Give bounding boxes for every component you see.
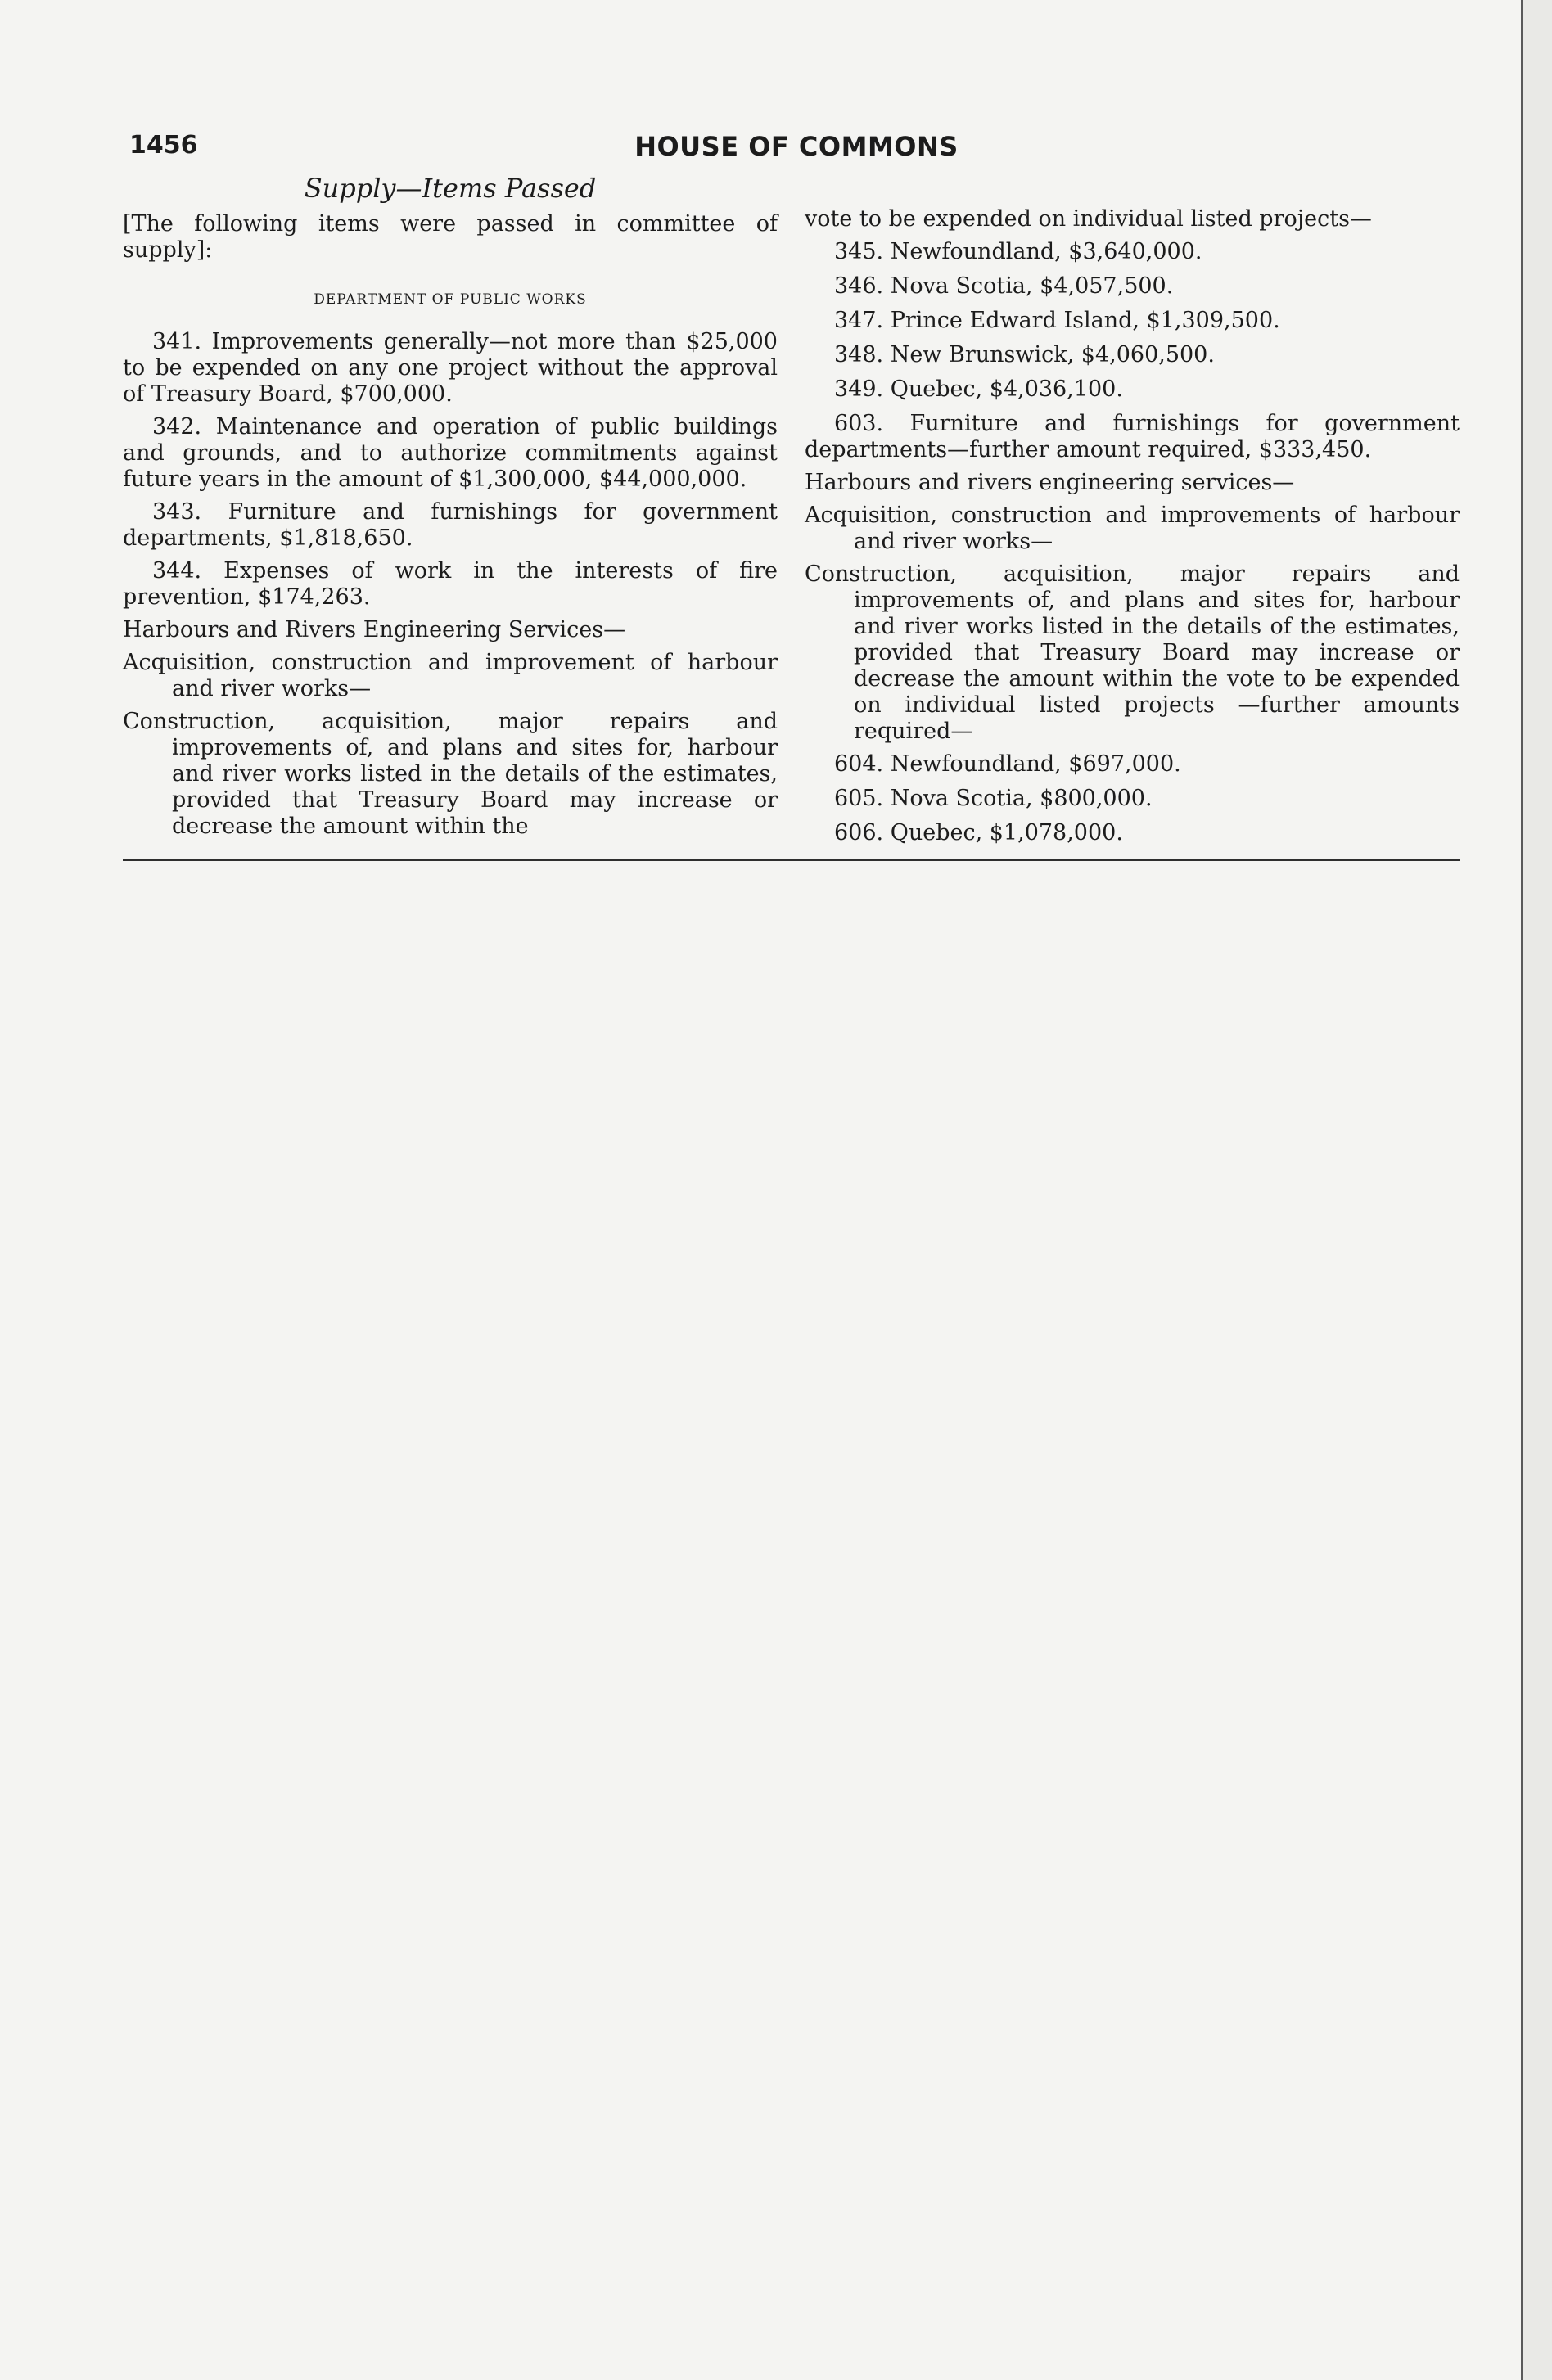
item-349: 349. Quebec, $4,036,100. <box>834 376 1123 402</box>
item-341: 341. Improvements generally—not more than $25,000 to be expended on any one project without the approval of Treasury Board, $700,000. <box>123 329 778 407</box>
construction-paragraph: Construction, acquisition, major repairs and improvements of, and plans and sites for, harbour and river works listed in the details of the estimates, provided that Treasury Board may increase or decrease the amount within the <box>123 709 778 839</box>
item-344: 344. Expenses of work in the interests of fire prevention, $174,263. <box>123 558 778 610</box>
harbours-heading: Harbours and Rivers Engineering Services— <box>123 617 626 642</box>
harbours-heading-right: Harbours and rivers engineering services— <box>805 470 1295 495</box>
section-title: Supply—Items Passed <box>304 173 597 204</box>
continuation-paragraph: vote to be expended on individual listed projects— <box>805 206 1372 232</box>
acquisition-heading: Acquisition, construction and improvement of harbour and river works— <box>123 650 778 701</box>
item-342: 342. Maintenance and operation of public buildings and grounds, and to authorize commitments against future years in the amount of $1,300,000, $44,000,000. <box>123 414 778 492</box>
right-column <box>805 206 1460 854</box>
intro-paragraph: [The following items were passed in committee of supply]: <box>123 211 778 263</box>
item-347: 347. Prince Edward Island, $1,309,500. <box>834 308 1280 333</box>
construction-paragraph-right: Construction, acquisition, major repairs and improvements of, and plans and sites for, harbour and river works listed in the details of the estimates, provided that Treasury Board may increase or decrease the amount within the vote to be expended on individual listed projects —further amounts required— <box>805 561 1460 744</box>
acquisition-heading-right: Acquisition, construction and improvements of harbour and river works— <box>805 503 1460 554</box>
column-end-rule <box>123 859 1460 861</box>
left-column <box>123 172 778 846</box>
item-343: 343. Furniture and furnishings for government departments, $1,818,650. <box>123 499 778 551</box>
item-606: 606. Quebec, $1,078,000. <box>834 820 1123 845</box>
page-header <box>129 131 1464 172</box>
page-number: 1456 <box>129 131 198 160</box>
page-edge <box>1523 0 1552 2380</box>
running-head: HOUSE OF COMMONS <box>634 131 959 162</box>
item-603: 603. Furniture and furnishings for government departments—further amount required, $333,450. <box>805 411 1460 462</box>
item-604: 604. Newfoundland, $697,000. <box>834 751 1181 777</box>
department-heading: DEPARTMENT OF PUBLIC WORKS <box>314 291 587 308</box>
item-345: 345. Newfoundland, $3,640,000. <box>834 239 1202 264</box>
item-346: 346. Nova Scotia, $4,057,500. <box>834 273 1174 299</box>
item-348: 348. New Brunswick, $4,060,500. <box>834 342 1215 367</box>
item-605: 605. Nova Scotia, $800,000. <box>834 786 1153 811</box>
